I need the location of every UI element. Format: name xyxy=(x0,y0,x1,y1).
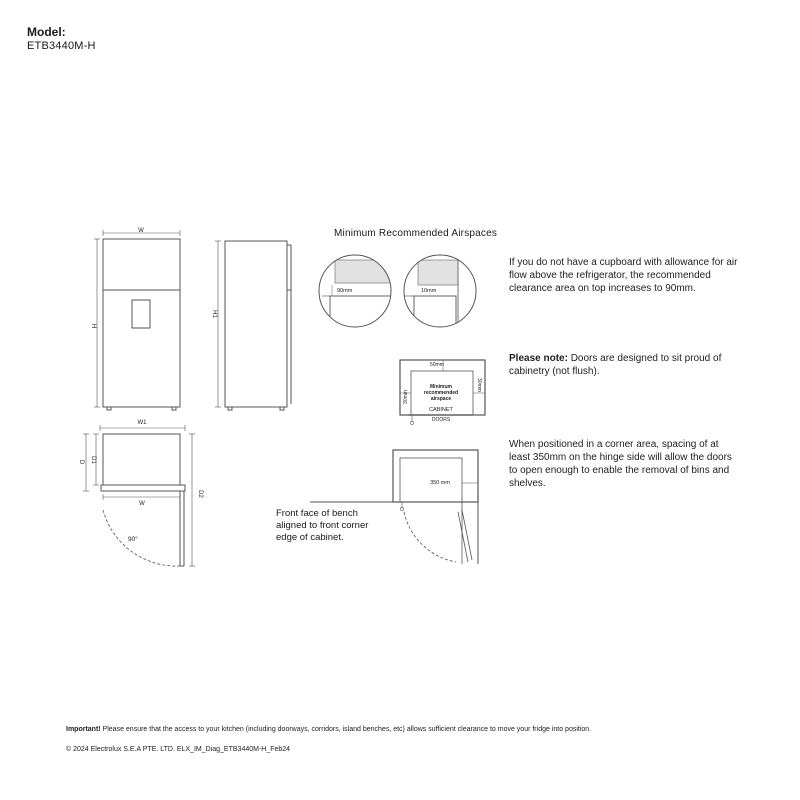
important-bold: Important! xyxy=(66,726,101,733)
front-width-label: W xyxy=(138,228,144,234)
side-height-label: H1 xyxy=(211,310,217,318)
cupboard-paragraph: If you do not have a cupboard with allowance for air flow above the refrigerator, the recommended clearance area on top increases to 90mm. xyxy=(509,257,738,294)
front-view-fridge xyxy=(94,230,180,410)
note-text: Doors are designed to sit proud of cabinetry (not flush). xyxy=(509,353,722,377)
corner-350mm-label: 350 mm xyxy=(430,480,450,486)
airspace-label-line3: airspace xyxy=(430,396,452,402)
front-height-label: H xyxy=(90,323,96,329)
depth-open-label: D2 xyxy=(197,490,203,498)
note-bold: Please note: xyxy=(509,353,568,364)
top-depth1-label: D1 xyxy=(90,456,96,464)
important-text: Please ensure that the access to your kitchen (including doorways, corridors, island benches, etc) allows sufficient clearance to move your fridge into position. xyxy=(100,726,592,733)
corner-paragraph: When positioned in a corner area, spacing of at least 350mm on the hinge side will allow the doors to open enough to enable the removal of bins and shelves. xyxy=(509,439,732,489)
copyright-text: © 2024 Electrolux S.E.A PTE. LTD. ELX_IM_Diag_ETB3440M-H_Feb24 xyxy=(66,746,291,753)
clearance-90mm-label: 90mm xyxy=(337,288,353,294)
model-label: Model: xyxy=(27,25,66,39)
model-number: ETB3440M-H xyxy=(27,40,96,52)
top-width-label: W1 xyxy=(137,420,147,426)
cabinet-label: CABINET xyxy=(429,407,453,413)
airspaces-heading: Minimum Recommended Airspaces xyxy=(334,228,498,239)
clearance-circle-10mm xyxy=(403,254,477,336)
bench-note: Front face of bench aligned to front corner edge of cabinet. xyxy=(276,508,369,543)
airspace-label-line1: Minimum xyxy=(430,384,452,390)
corner-diagram xyxy=(310,450,478,564)
note-paragraph xyxy=(509,352,739,378)
bottom-width-label: W xyxy=(139,501,145,507)
clearance-circle-90mm xyxy=(318,254,395,336)
doors-label: DOORS xyxy=(431,417,451,423)
important-note xyxy=(66,726,766,733)
airspace-label-line2: recommended xyxy=(423,390,459,396)
clearance-top-label: 50mm xyxy=(430,362,444,368)
top-view-fridge xyxy=(83,425,195,566)
top-depth-label: D xyxy=(78,459,84,465)
door-angle-label: 90° xyxy=(128,536,138,543)
side-view-fridge xyxy=(215,241,291,410)
clearance-10mm-label: 10mm xyxy=(421,288,437,294)
clearance-left-label: 30mm xyxy=(403,390,409,404)
clearance-right-label: 30mm xyxy=(476,378,482,392)
